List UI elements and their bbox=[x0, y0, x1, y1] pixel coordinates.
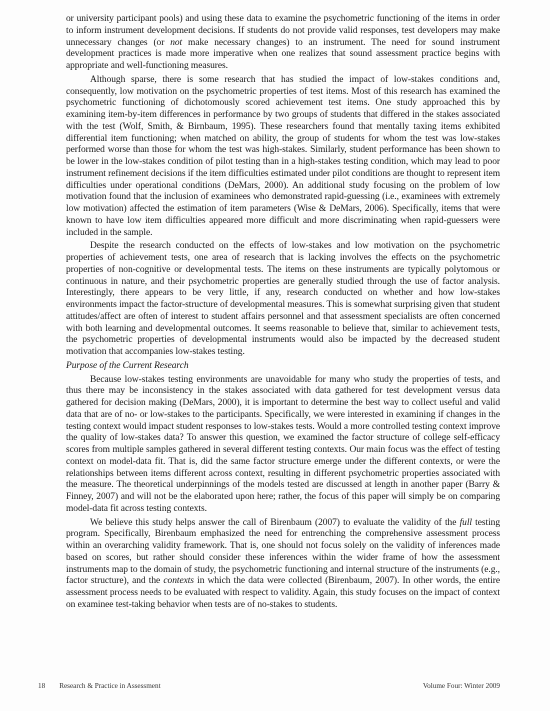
footer-left bbox=[38, 682, 161, 690]
journal-title: Research & Practice in Assessment bbox=[59, 682, 161, 690]
paragraph-5 bbox=[66, 518, 500, 612]
paragraph-5-text-b: testing program. Specifically, Birenbaum emphasized the need for entrenching the comprehensive assessment process within an overarching validity framework. That is, one should not focus solely on the validity of inferences made based on scores, but rather should consider these inferences within the wider frame of how the assessment instruments map to the domain of study, the psychometric functioning and internal structure of the instruments (e.g., factor structure), and the bbox=[66, 517, 500, 587]
section-heading: Purpose of the Current Research bbox=[66, 360, 189, 371]
paragraph-5-emphasis-contexts: contexts bbox=[163, 576, 194, 587]
paragraph-5-emphasis-full: full bbox=[459, 517, 472, 528]
paragraph-1-text-b: make necessary changes) to an instrument. The need for sound instrument development practices is made more imperative when one realizes that sound assessment practice begins with appropriate and well-functioning measures. bbox=[66, 37, 500, 71]
paragraph-5-text-c: in which the data were collected (Birenbaum, 2007). In other words, the entire assessment process needs to be evaluated with respect to validity. Again, this study focuses on the impact of context on examinee test-taking behavior when tests are of no-stakes to students. bbox=[66, 576, 500, 610]
issue-label: Volume Four: Winter 2009 bbox=[422, 682, 500, 690]
article-body bbox=[66, 14, 500, 612]
page-number: 18 bbox=[38, 682, 46, 690]
paragraph-1-emphasis: not bbox=[170, 37, 183, 48]
paragraph-5-text-a: We believe this study helps answer the call of Birenbaum (2007) to evaluate the validity of the bbox=[90, 517, 460, 528]
paragraph-1-text-a: or university participant pools) and using these data to examine the psychometric functioning of the items in order to inform instrument development decisions. If students do not provide valid responses, test developers may make unnecessary changes (or bbox=[66, 14, 500, 48]
paragraph-4: Because low-stakes testing environments are unavoidable for many who study the properties of tests, and thus there may be inconsistency in the stakes associated with data gathered for test development versus data gathered for decision making (DeMars, 2000), it is important to determine the best way to collect useful and valid data that are of no- or low-stakes to the participants. Specifically, we were interested in examining if changes in the testing context would impact student responses to low-stakes tests. Would a more controlled testing context improve the quality of low-stakes data? To answer this question, we examined the factor structure of college self-efficacy scores from multiple samples gathered in several different testing contexts. Our main focus was the effect of testing context on model-data fit. That is, did the same factor structure emerge under the different contexts, or were the relationships between items different across context, resulting in different psychometric properties associated with the measure. The theoretical underpinnings of the models tested are discussed at length in another paper (Barry & Finney, 2007) and will not be the elaborated upon here; rather, the focus of this paper will simply be on comparing model-data fit across testing contexts. bbox=[66, 374, 500, 514]
paragraph-1 bbox=[66, 14, 500, 73]
paragraph-3: Despite the research conducted on the effects of low-stakes and low motivation on the psychometric properties of achievement tests, one area of research that is lacking involves the effects on the psychometric properties of non-cognitive or developmental tests. The items on these instruments are typically polytomous or continuous in nature, and their psychometric properties are generally studied through the use of factor analysis. Interestingly, there appears to be very little, if any, research conducted on whether and how low-stakes environments impact the factor-structure of developmental measures. This is somewhat surprising given that student attitudes/affect are often of interest to student affairs personnel and that assessment specialists are often concerned with both learning and developmental outcomes. It seems reasonable to believe that, similar to achievement tests, the psychometric properties of developmental instruments would also be impacted by the decreased student motivation that accompanies low-stakes testing. bbox=[66, 241, 500, 357]
paragraph-2: Although sparse, there is some research that has studied the impact of low-stakes conditions and, consequently, low motivation on the psychometric properties of test items. Most of this research has examined the psychometric functioning of dichotomously scored achievement test items. One study approached this by examining item-by-item differences in performance by two groups of students that differed in the stakes associated with the test (Wolf, Smith, & Birnbaum, 1995). These researchers found that mentally taxing items exhibited differential item functioning; when matched on ability, the group of students for whom the test was low-stakes performed worse than those for whom the test was high-stakes. Similarly, student performance has been shown to be lower in the low-stakes condition of pilot testing than in a high-stakes testing condition, which may lead to poor instrument refinement decisions if the item difficulties estimated under pilot conditions are thought to represent item difficulties under operational conditions (DeMars, 2000). An additional study focusing on the problem of low motivation found that the inclusion of examinees who demonstrated rapid-guessing (i.e., examinees with extremely low motivation) affected the estimation of item parameters (Wise & DeMars, 2006). Specifically, items that were known to have low item difficulties appeared more difficult and more discriminating when rapid-guessers were included in the sample. bbox=[66, 74, 500, 238]
page-footer bbox=[38, 682, 500, 690]
